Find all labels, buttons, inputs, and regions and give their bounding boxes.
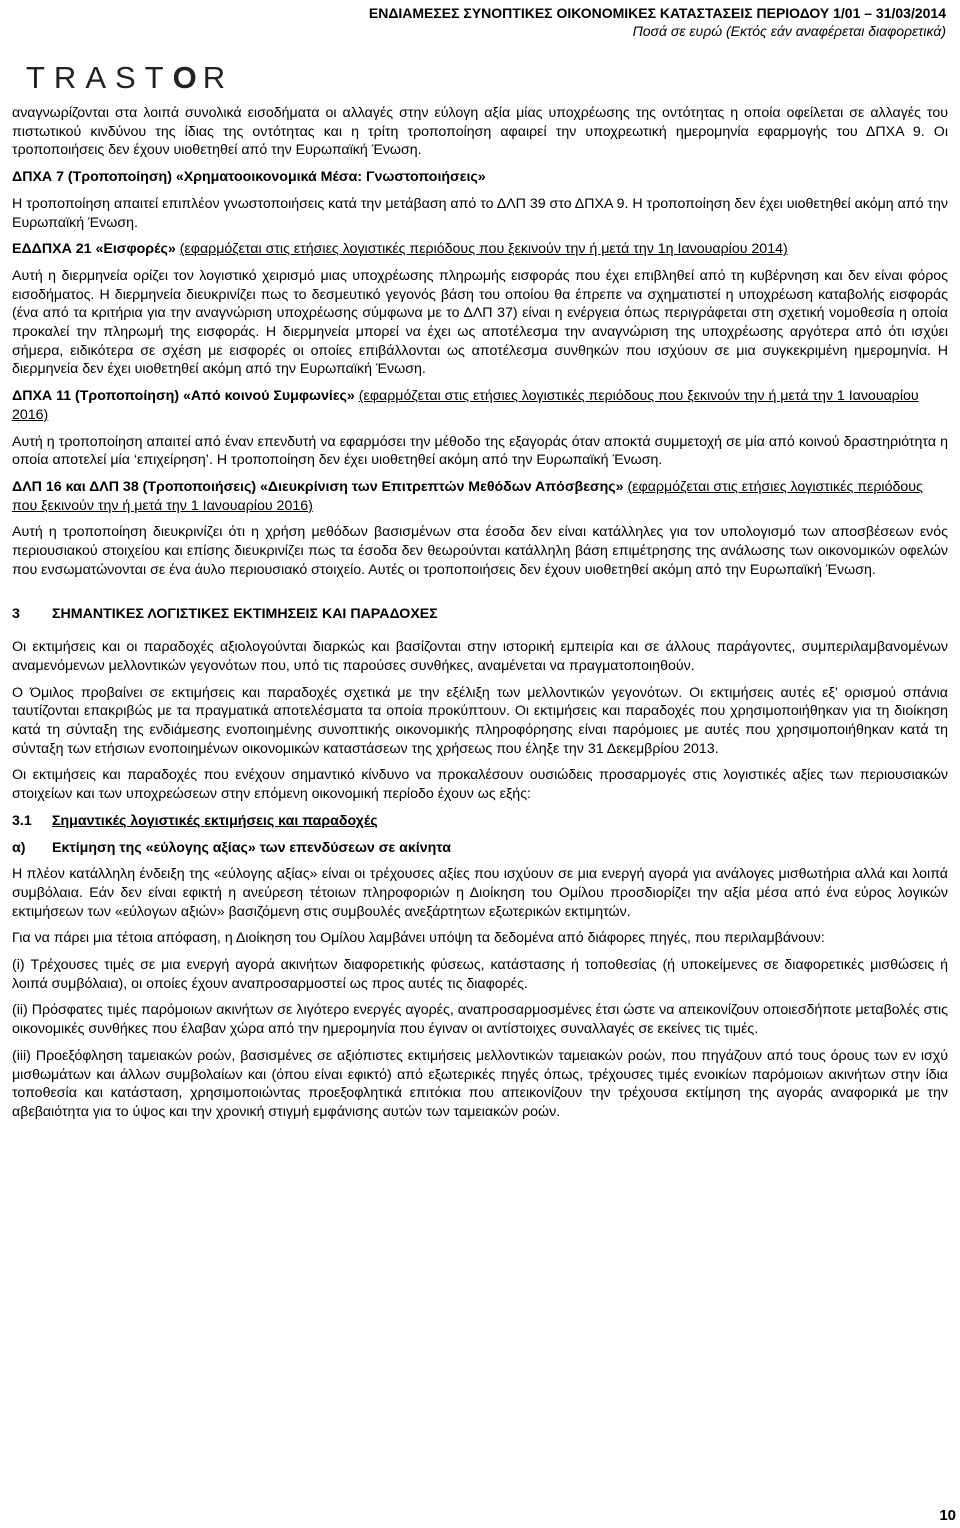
heading-dpxa7: ΔΠΧΑ 7 (Τροποποίηση) «Χρηματοοικονομικά Μέσα: Γνωστοποιήσεις» <box>12 169 486 186</box>
paragraph: Αυτή η τροποποίηση διευκρινίζει ότι η χρήση μεθόδων βασισμένων στα έσοδα δεν είναι κατάλληλες για τον υπολογισμό των αποσβέσεων ενός περιουσιακού στοιχείου και επίσης διευκρινίζει πως τα έσοδα δεν θεωρούνται κατάλληλη βάση επιμέτρησης της ανάλωσης των οικονομικών οφελών που ενσωματώνονται σε ένα άυλο περιουσιακό στοιχείο. Αυτές οι τροποποιήσεις δεν έχουν υιοθετηθεί ακόμη από την Ευρωπαϊκή Ένωση. <box>12 524 948 578</box>
paragraph: Ο Όμιλος προβαίνει σε εκτιμήσεις και παραδοχές σχετικά με την εξέλιξη των μελλοντικών γεγονότων. Οι εκτιμήσεις αυτές εξ’ ορισμού σπάνια ταυτίζονται επακριβώς με τα πραγματικά αποτελέσματα τα οποία προκύπτουν. Οι εκτιμήσεις και παραδοχές που χρησιμοποιήθηκαν για τη διοίκηση κατά τη σύνταξη της ενδιάμεσης ενοποιημένης συνοπτικής οικονομικής πληροφόρησης είναι παρόμοιες με αυτές που χρησιμοποιήθηκαν κατά τη σύνταξη των ετήσιων ενοποιημένων οικονομικών καταστάσεων της χρήσεως που έληξε την 31 Δεκεμβρίου 2013. <box>12 684 948 757</box>
list-item: (ii) Πρόσφατες τιμές παρόμοιων ακινήτων σε λιγότερο ενεργές αγορές, αναπροσαρμοσμένες έτσι ώστε να απεικονίζουν οποιεσδήποτε μεταβολές στις οικονομικές συνθήκες που έλαβαν χώρα από την ημερομηνία που έγιναν οι αντίστοιχες συναλλαγές σε εκείνες τις τιμές. <box>12 1002 948 1038</box>
page-number: 10 <box>939 1507 956 1524</box>
heading-bold: ΕΔΔΠΧΑ 21 «Εισφορές» <box>12 241 176 258</box>
heading-bold: ΔΛΠ 16 και ΔΛΠ 38 (Τροποποιήσεις) «Διευκρίνιση των Επιτρεπτών Μεθόδων Απόσβεσης» <box>12 478 624 495</box>
list-item: (i) Τρέχουσες τιμές σε μια ενεργή αγορά ακινήτων διαφορετικής φύσεως, κατάστασης ή τοποθεσίας (ή υποκείμενες σε διαφορετικές μισθώσεις ή λοιπά συμβόλαια), οι οποίες έχουν αναπροσαρμοστεί ως προς αυτές τις διαφορές. <box>12 957 948 992</box>
heading-ias16-38 <box>12 478 948 515</box>
paragraph: αναγνωρίζονται στα λοιπά συνολικά εισοδήματα οι αλλαγές στην εύλογη αξία μίας υποχρέωσης της οντότητας η οποία οφείλεται σε αλλαγές του πιστωτικού κινδύνου της ίδιας της οντότητας και η τρίτη τροποποίηση αφαιρεί την υποχρεωτική ημερομηνία εφαρμογής του ΔΠΧΑ 9. Οι τροποποιήσεις δεν έχουν υιοθετηθεί από την Ευρωπαϊκή Ένωση. <box>12 105 948 159</box>
company-logo: TRASTOR <box>26 60 235 95</box>
heading-effective-date: (εφαρμόζεται στις ετήσιες λογιστικές περιόδους που ξεκινούν την ή μετά την 1η Ιανουαρίου 2014) <box>179 241 788 258</box>
section-title: ΣΗΜΑΝΤΙΚΕΣ ΛΟΓΙΣΤΙΚΕΣ ΕΚΤΙΜΗΣΕΙΣ ΚΑΙ ΠΑΡΑΔΟΧΕΣ <box>52 606 438 623</box>
header-title: ΕΝΔΙΑΜΕΣΕΣ ΣΥΝΟΠΤΙΚΕΣ ΟΙΚΟΝΟΜΙΚΕΣ ΚΑΤΑΣΤΑΣΕΙΣ ΠΕΡΙΟΔΟΥ 1/01 – 31/03/2014 <box>368 5 946 21</box>
paragraph: Αυτή η διερμηνεία ορίζει τον λογιστικό χειρισμό μιας υποχρέωσης πληρωμής εισφοράς που έχει επιβληθεί από τη κυβέρνηση και δεν είναι φόρος εισοδήματος. Η διερμηνεία διευκρινίζει πως το δεσμευτικό γεγονός βάση του οποίου θα έπρεπε να σχηματιστεί η υποχρέωση καταβολής εισφοράς (ένα από τα κριτήρια για την αναγνώριση υποχρέωσης σύμφωνα με το ΔΛΠ 37) είναι η ενέργεια όπως περιγράφεται στη σχετική νομοθεσία η οποία προκαλεί την πληρωμή της εισφοράς. Η διερμηνεία μπορεί να έχει ως αποτέλεσμα την αναγνώριση της υποχρέωσης αργότερα από ότι ισχύει σήμερα, ειδικότερα σε σχέση με εισφορές οι οποίες επιβάλλονται ως αποτέλεσμα συνθηκών που ισχύουν σε μια συγκεκριμένη ημερομηνία. Η διερμηνεία δεν έχει υιοθετηθεί ακόμη από την Ευρωπαϊκή Ένωση. <box>12 267 948 378</box>
subsection-a-heading <box>12 839 948 858</box>
paragraph: Η πλέον κατάλληλη ένδειξη της «εύλογης αξίας» είναι οι τρέχουσες αξίες που ισχύουν σε μια ενεργή αγορά για ανάλογες μισθωτήρια αλλά και λοιπά συμβόλαια. Εάν δεν είναι εφικτή η ανεύρεση τέτοιων πληροφοριών η Διοίκηση του Ομίλου προσδιορίζει την αξία μέσα από ένα εύρος λογικών εκτιμήσεων των «εύλογων αξιών» βασιζόμενη στις συμβουλές ανεξάρτητων εξωτερικών εκτιμητών. <box>12 866 948 920</box>
paragraph: Οι εκτιμήσεις και παραδοχές που ενέχουν σημαντικό κίνδυνο να προκαλέσουν ουσιώδεις προσαρμογές στις λογιστικές αξίες των περιουσιακών στοιχείων και των υποχρεώσεων στην επόμενη οικονομική περίοδο έχουν ως εξής: <box>12 767 948 803</box>
header-subtitle: Ποσά σε ευρώ (Εκτός εάν αναφέρεται διαφορετικά) <box>632 23 946 39</box>
section-3-heading <box>12 605 948 624</box>
heading-ifrs11 <box>12 387 948 424</box>
paragraph: Οι εκτιμήσεις και οι παραδοχές αξιολογούνται διαρκώς και βασίζονται στην ιστορική εμπειρία και σε άλλους παράγοντες, συμπεριλαμβανομένων αναμενόμενων μελλοντικών γεγονότων που, υπό τις παρούσες συνθήκες, αναμένεται να πραγματοποιηθούν. <box>12 639 948 674</box>
heading-ifric21 <box>12 240 948 259</box>
subsection-title: Σημαντικές λογιστικές εκτιμήσεις και παραδοχές <box>52 812 378 829</box>
subsection-3-1-heading <box>12 812 948 831</box>
paragraph: Για να πάρει μια τέτοια απόφαση, η Διοίκηση του Ομίλου λαμβάνει υπόψη τα δεδομένα από διάφορες πηγές, που περιλαμβάνουν: <box>12 930 825 947</box>
paragraph: Η τροποποίηση απαιτεί επιπλέον γνωστοποιήσεις κατά την μετάβαση από το ΔΛΠ 39 στο ΔΠΧΑ 9. Η τροποποίηση δεν έχει υιοθετηθεί ακόμη από την Ευρωπαϊκή Ένωση. <box>12 195 948 231</box>
section-number: 3 <box>12 606 20 623</box>
subsection-number: 3.1 <box>12 812 32 829</box>
subsection-title: Εκτίμηση της «εύλογης αξίας» των επενδύσεων σε ακίνητα <box>52 839 451 856</box>
paragraph: Αυτή η τροποποίηση απαιτεί από έναν επενδυτή να εφαρμόσει την μέθοδο της εξαγοράς όταν αποκτά συμμετοχή σε μία από κοινού δραστηριότητα η οποία αποτελεί μία ‘επιχείρηση’. Η τροποποίηση δεν έχει υιοθετηθεί ακόμη από την Ευρωπαϊκή Ένωση. <box>12 433 948 469</box>
subsection-number: α) <box>12 839 26 856</box>
page-header <box>369 4 946 40</box>
heading-effective-date: (εφαρμόζεται στις ετήσιες λογιστικές περιόδους που ξεκινούν την ή μετά την 1 Ιανουαρίου 2016) <box>12 388 919 423</box>
list-item: (iii) Προεξόφληση ταμειακών ροών, βασισμένες σε αξιόπιστες εκτιμήσεις μελλοντικών ταμειακών ροών, που πηγάζουν από τους όρους των εν ισχύ μισθωμάτων και άλλων συμβολαίων και (όπου είναι εφικτό) από εξωτερικές πηγές όπως, τρέχουσες τιμές ενοικίων παρόμοιων ακινήτων στην ίδια τοποθεσία και κατάσταση, χρησιμοποιώντας προεξοφλητικά επιτόκια που απεικονίζουν την τρέχουσα εκτίμηση της αγοράς αναφορικά με την αβεβαιότητα για το ύψος και την χρονική στιγμή εμφάνισης αυτών των ταμειακών ροών. <box>12 1047 948 1120</box>
heading-bold: ΔΠΧΑ 11 (Τροποποίηση) «Από κοινού Συμφωνίες» <box>12 388 355 405</box>
heading-effective-date: (εφαρμόζεται στις ετήσιες λογιστικές περιόδους που ξεκινούν την ή μετά την 1 Ιανουαρίου 2016) <box>12 478 923 514</box>
document-body <box>12 104 948 1130</box>
